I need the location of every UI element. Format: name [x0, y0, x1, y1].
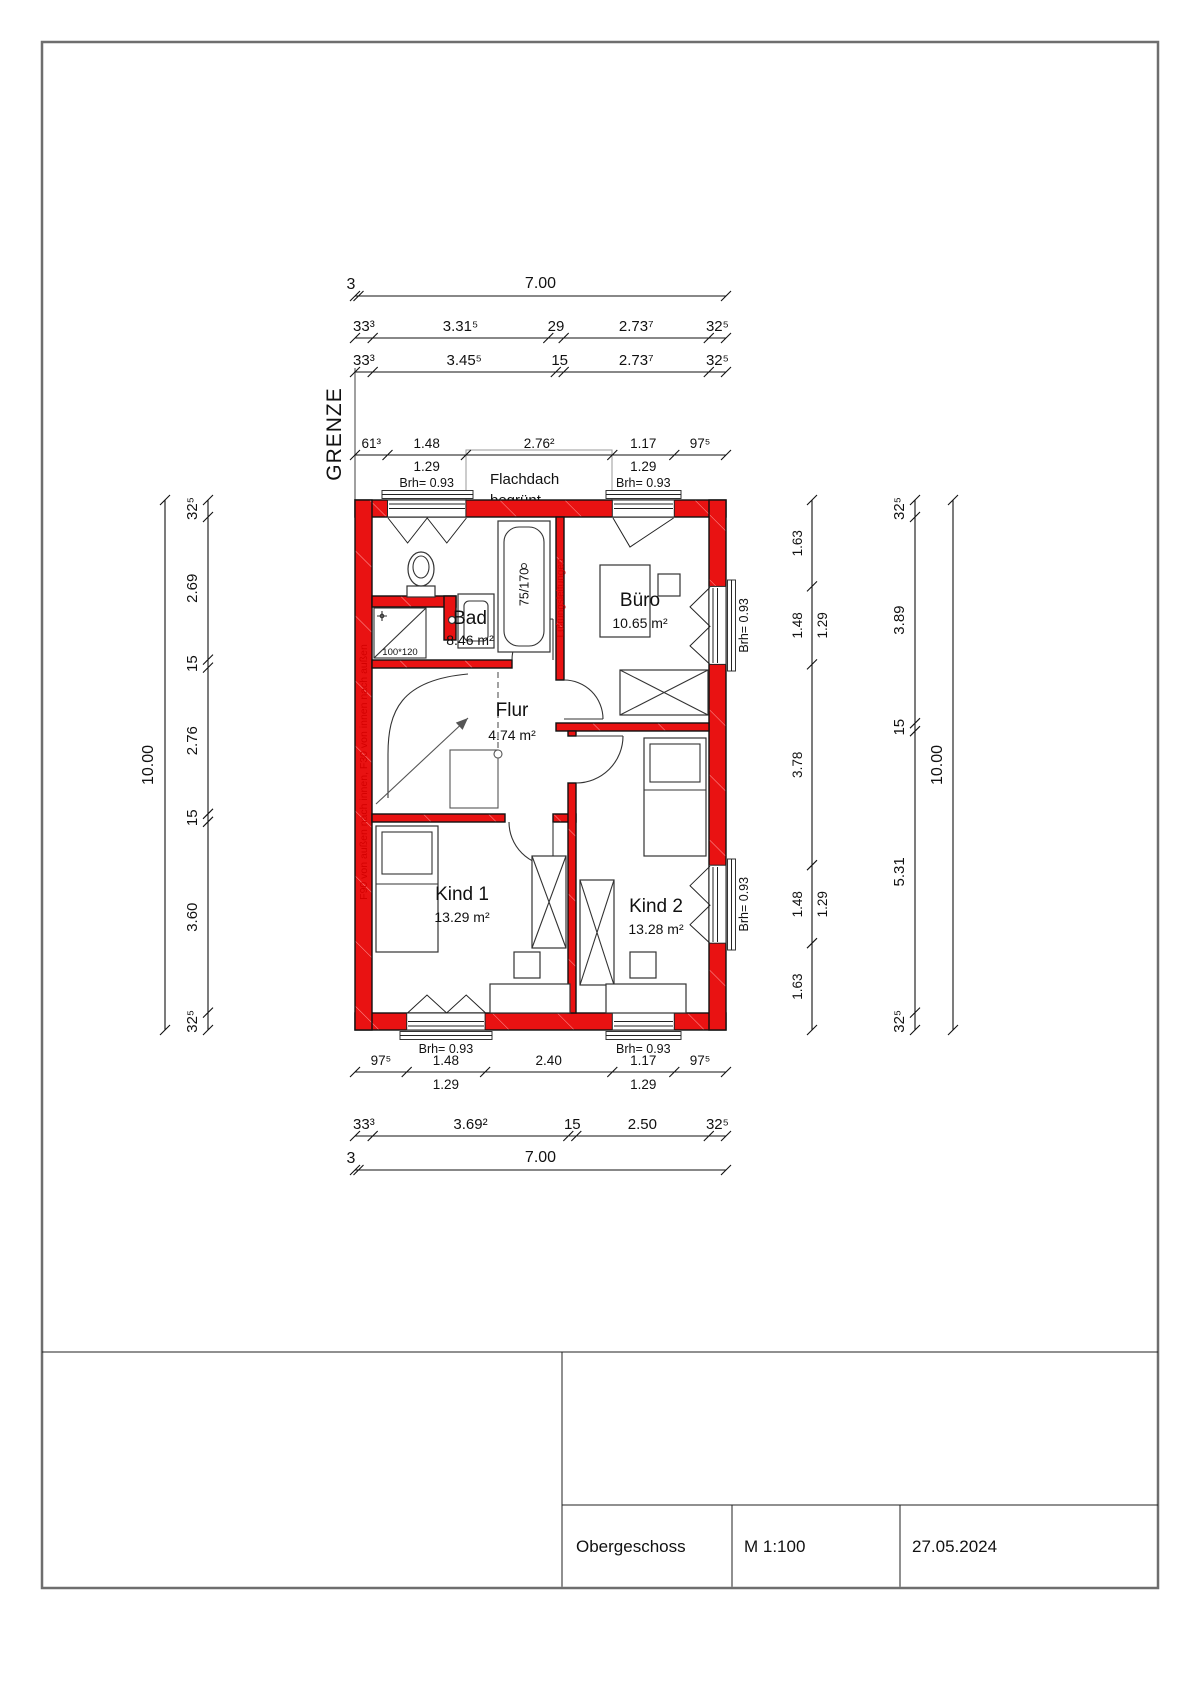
dim-label: 3 — [346, 1150, 356, 1167]
dim-label: 1.17 — [630, 436, 657, 451]
buero-wardrobe — [620, 670, 708, 715]
room-area-flur: 4.74 m² — [488, 727, 536, 743]
room-name-bad: Bad — [453, 608, 487, 629]
dim-label: 2.73⁷ — [618, 318, 654, 335]
bathtub-size-label: 75/170 — [517, 567, 532, 607]
wall-interior-bad-flur — [372, 660, 512, 668]
dim-chain-top-total — [347, 275, 731, 301]
dim-label: 1.48 — [432, 1053, 460, 1068]
dim-sublabel: 1.29 — [630, 459, 657, 474]
sill-height-label: Brh= 0.93 — [616, 1042, 671, 1056]
dim-chain-top-row3 — [350, 352, 731, 377]
dim-label: 15 — [184, 655, 201, 672]
kind1-bed — [376, 826, 438, 952]
dim-label: 15 — [184, 809, 201, 827]
dim-chain-right-outer — [929, 495, 958, 1035]
dim-label: 32⁵ — [705, 352, 729, 369]
dim-label: 1.48 — [790, 612, 805, 639]
room-name-kind1: Kind 1 — [435, 884, 489, 905]
dim-label: 97⁵ — [370, 1053, 392, 1068]
dim-label: 2.40 — [535, 1053, 562, 1068]
dim-chain-left-inner — [184, 495, 213, 1035]
sill-height-label: Brh= 0.93 — [418, 1042, 474, 1056]
dim-label: 3.31⁵ — [442, 318, 479, 335]
kind2-desk — [606, 952, 686, 1013]
sill-height-label: Brh= 0.93 — [616, 476, 671, 490]
wall-interior-kind2-stub — [568, 731, 576, 736]
dim-label: 32⁵ — [184, 1009, 201, 1033]
dim-label: 15 — [551, 352, 569, 369]
dim-label: 97⁵ — [689, 436, 711, 451]
title-block — [42, 1352, 1158, 1587]
title-scale: M 1:100 — [744, 1537, 806, 1556]
dim-label: 2.50 — [627, 1116, 658, 1133]
room-area-kind1: 13.29 m² — [434, 909, 490, 925]
door-buero — [564, 680, 603, 719]
dim-label: 1.63 — [790, 973, 805, 1000]
dim-chain-bottom-row2 — [350, 1116, 731, 1141]
dim-label: 32⁵ — [705, 1116, 729, 1133]
sill-height-label: Brh= 0.93 — [737, 876, 751, 932]
kind1-desk — [490, 952, 570, 1013]
dim-label: 10.00 — [929, 744, 946, 786]
dim-label: 2.76² — [523, 436, 555, 451]
kind2-bed — [644, 738, 706, 856]
dim-label: 61³ — [361, 436, 381, 451]
dim-label: 15 — [891, 718, 908, 736]
dim-label: 1.63 — [790, 530, 805, 557]
dim-chain-left-outer — [140, 495, 170, 1035]
dim-sublabel: 1.29 — [815, 612, 830, 639]
title-date: 27.05.2024 — [912, 1537, 998, 1556]
dim-label: 33³ — [353, 1116, 375, 1133]
dim-label: 15 — [563, 1116, 581, 1133]
shower-size-label: 100*120 — [382, 647, 418, 658]
room-area-bad: 8.46 m² — [446, 632, 494, 648]
dim-label: 32⁵ — [891, 497, 908, 520]
room-area-kind2: 13.28 m² — [628, 921, 684, 937]
window-kind1-south — [400, 995, 492, 1040]
window-bad-north — [382, 491, 473, 544]
dim-label: 3.45⁵ — [446, 352, 482, 369]
dim-label: 2.76 — [184, 726, 201, 756]
property-boundary — [323, 368, 355, 500]
dim-sublabel: 1.29 — [413, 459, 440, 474]
dim-label: 7.00 — [524, 275, 557, 292]
wall-exterior-east — [709, 500, 726, 1030]
dim-chain-bottom-detail — [350, 1042, 731, 1092]
toilet — [407, 552, 435, 597]
dim-sublabel: 1.29 — [630, 1077, 657, 1092]
flat-roof-label-line1: Flachdach — [490, 471, 560, 488]
sill-height-label: Brh= 0.93 — [737, 598, 751, 653]
shower — [374, 608, 426, 658]
fire-protection-note: F90 von außen nach innen, F30 von innen nach außen — [358, 644, 370, 900]
dim-label: 5.31 — [891, 857, 908, 887]
dim-label: 1.48 — [790, 891, 805, 918]
dim-label: 3.69² — [453, 1116, 488, 1133]
room-name-flur: Flur — [495, 700, 529, 721]
dim-label: 3.78 — [790, 751, 805, 778]
dim-label: 2.73⁷ — [618, 352, 654, 369]
dim-label: 7.00 — [524, 1149, 557, 1166]
wall-interior-buero-kind2 — [556, 723, 709, 731]
title-drawing-name: Obergeschoss — [576, 1537, 686, 1556]
room-name-buero: Büro — [619, 590, 661, 611]
door-kind2 — [576, 736, 623, 783]
dim-chain-right-detail — [737, 495, 830, 1035]
sill-height-label: Brh= 0.93 — [399, 476, 454, 490]
dim-sublabel: 1.29 — [432, 1077, 460, 1092]
dim-label: 2.69 — [184, 573, 201, 603]
dim-label: 32⁵ — [184, 497, 201, 520]
dim-label: 3.89 — [891, 605, 908, 635]
room-name-kind2: Kind 2 — [629, 896, 683, 917]
window-buero-north — [606, 491, 681, 548]
window-buero-east — [690, 580, 736, 671]
window-kind2-east — [690, 859, 736, 950]
bathtub — [498, 521, 550, 652]
kind1-wardrobe — [532, 856, 566, 948]
sheet-border — [42, 42, 1158, 1588]
dim-label: 1.48 — [413, 436, 440, 451]
kind2-wardrobe — [580, 880, 614, 985]
vent-duct-note: Lüftungsleitungen — [555, 558, 567, 638]
dim-label: 33³ — [353, 318, 375, 335]
dim-label: 33³ — [353, 352, 375, 369]
dim-chain-bottom-total — [347, 1149, 731, 1175]
dim-label: 3 — [346, 276, 356, 293]
boundary-label: GRENZE — [323, 387, 346, 481]
dim-chain-top-row2 — [350, 318, 731, 343]
wall-interior-kind1-kind2 — [568, 783, 576, 1013]
dim-label: 97⁵ — [689, 1053, 711, 1068]
dim-label: 32⁵ — [891, 1009, 908, 1033]
dim-label: 32⁵ — [705, 318, 729, 335]
wall-interior-flur-kind1 — [372, 814, 505, 822]
dim-chain-right-inner — [891, 495, 920, 1035]
dim-label: 1.17 — [630, 1053, 657, 1068]
dim-sublabel: 1.29 — [815, 891, 830, 918]
staircase — [376, 672, 502, 808]
room-area-buero: 10.65 m² — [612, 615, 668, 631]
dim-label: 29 — [547, 318, 565, 335]
dim-label: 10.00 — [140, 744, 157, 786]
dim-label: 3.60 — [184, 902, 201, 932]
